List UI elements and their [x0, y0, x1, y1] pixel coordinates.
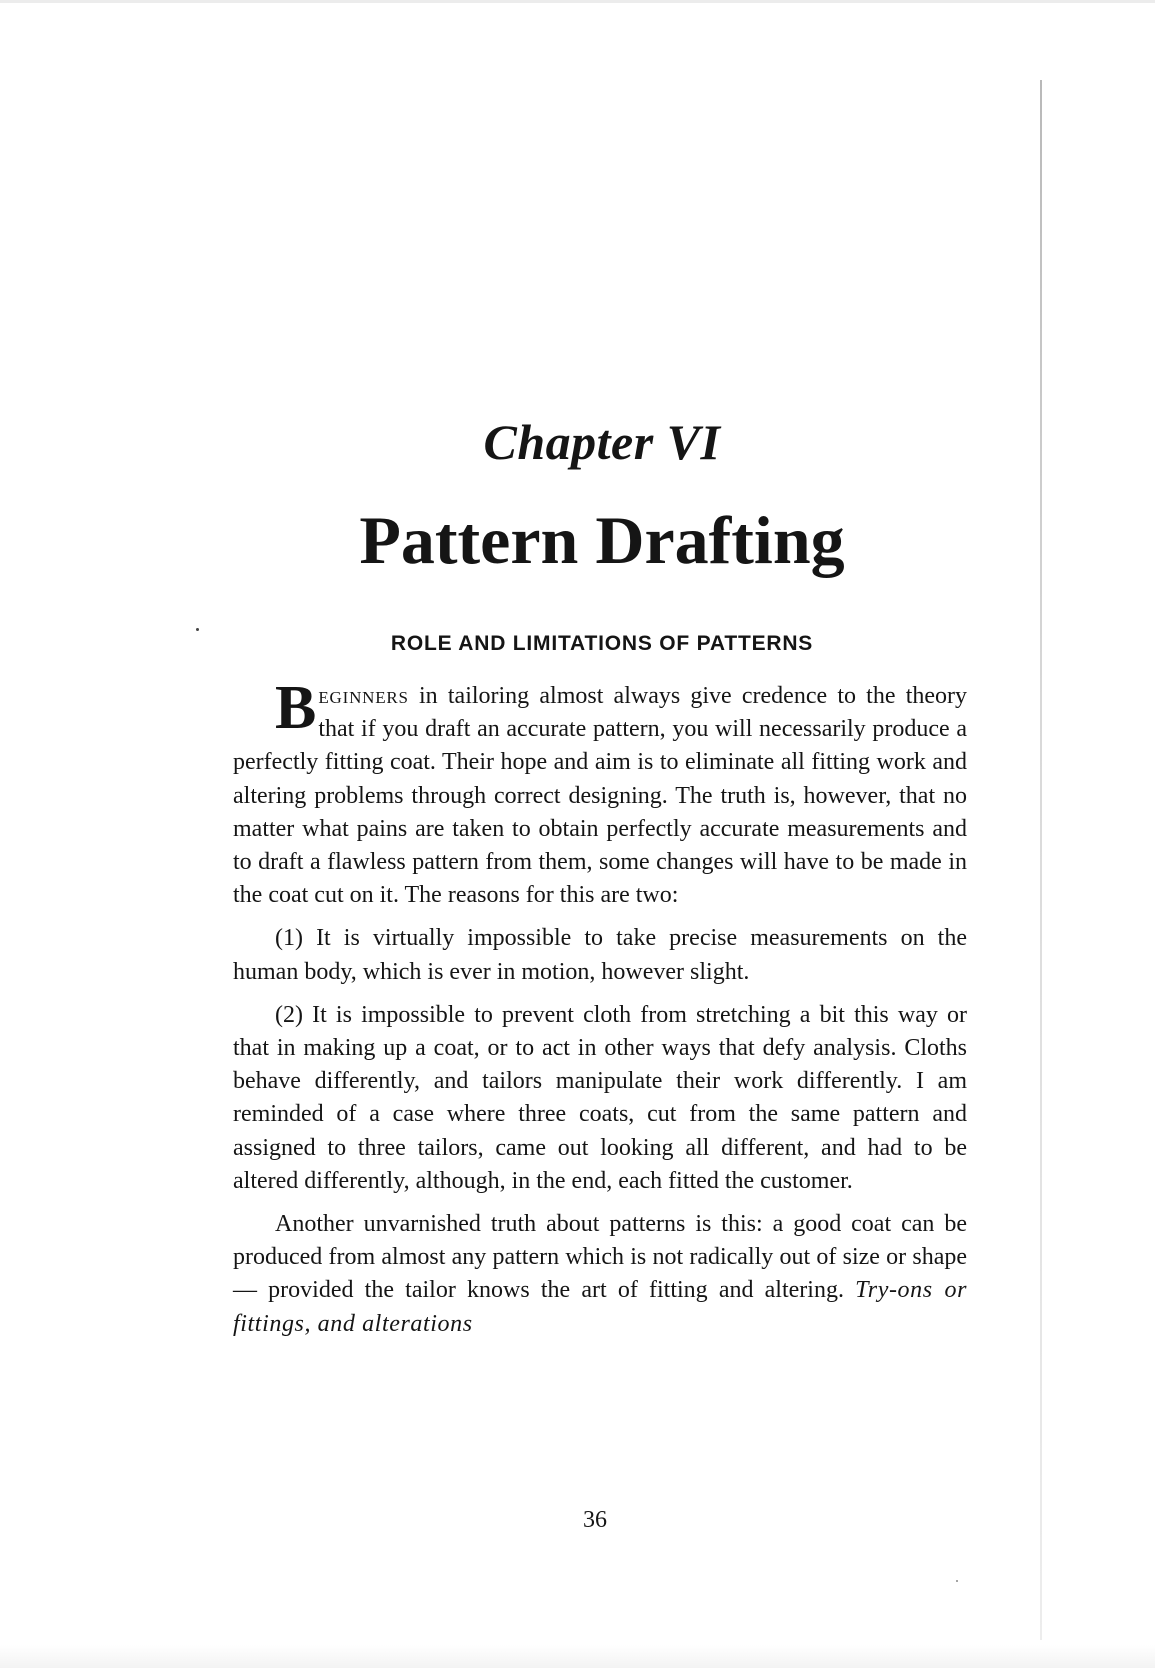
scan-speck	[956, 1580, 958, 1582]
small-caps-lead: eginners	[318, 683, 409, 709]
paragraph-1	[233, 674, 967, 912]
top-border	[0, 0, 1155, 3]
chapter-label: Chapter VI	[483, 414, 721, 470]
chapter-title: Pattern Drafting	[359, 502, 845, 578]
bottom-border	[0, 1645, 1155, 1668]
paragraph-2: (1) It is virtually impossible to take precise measurements on the human body, which is ever in motion, however slight.	[233, 925, 967, 985]
drop-cap: B	[275, 674, 317, 742]
paragraph-4-italic: Try-ons or fittings, and alterations	[233, 1277, 968, 1337]
paragraph-3: (2) It is impossible to prevent cloth from stretching a bit this way or that in making up a coat, or to act in other ways that defy analysis. Cloths behave differently, and tailors manipulate their work differently. I am reminded of a case where three coats, cut from the same pattern and assigned to three tailors, came out looking all different, and had to be altered differently, although, in the end, each fitted the customer.	[233, 1001, 967, 1194]
paragraph-1-text: in tailoring almost always give credence to the theory that if you draft an accurate pattern, you will necessarily produce a perfectly fitting coat. Their hope and aim is to eliminate all fitting work and altering problems through correct designing. The truth is, however, that no matter what pains are taken to obtain perfectly accurate measurements and to draft a flawless pattern from them, some changes will have to be made in the coat cut on it. The reasons for this are two:	[233, 683, 967, 909]
body-text	[233, 674, 968, 1351]
paragraph-4	[233, 1208, 967, 1341]
paragraph-4-text: Another unvarnished truth about patterns is this: a good coat can be produced from almost any pattern which is not radically out of size or shape — provided the tailor knows the art of fitting and altering.	[233, 1211, 967, 1304]
section-heading: ROLE AND LIMITATIONS OF PATTERNS	[390, 632, 814, 655]
page-edge-shadow	[1040, 80, 1042, 1640]
page-number: 36	[583, 1507, 607, 1533]
